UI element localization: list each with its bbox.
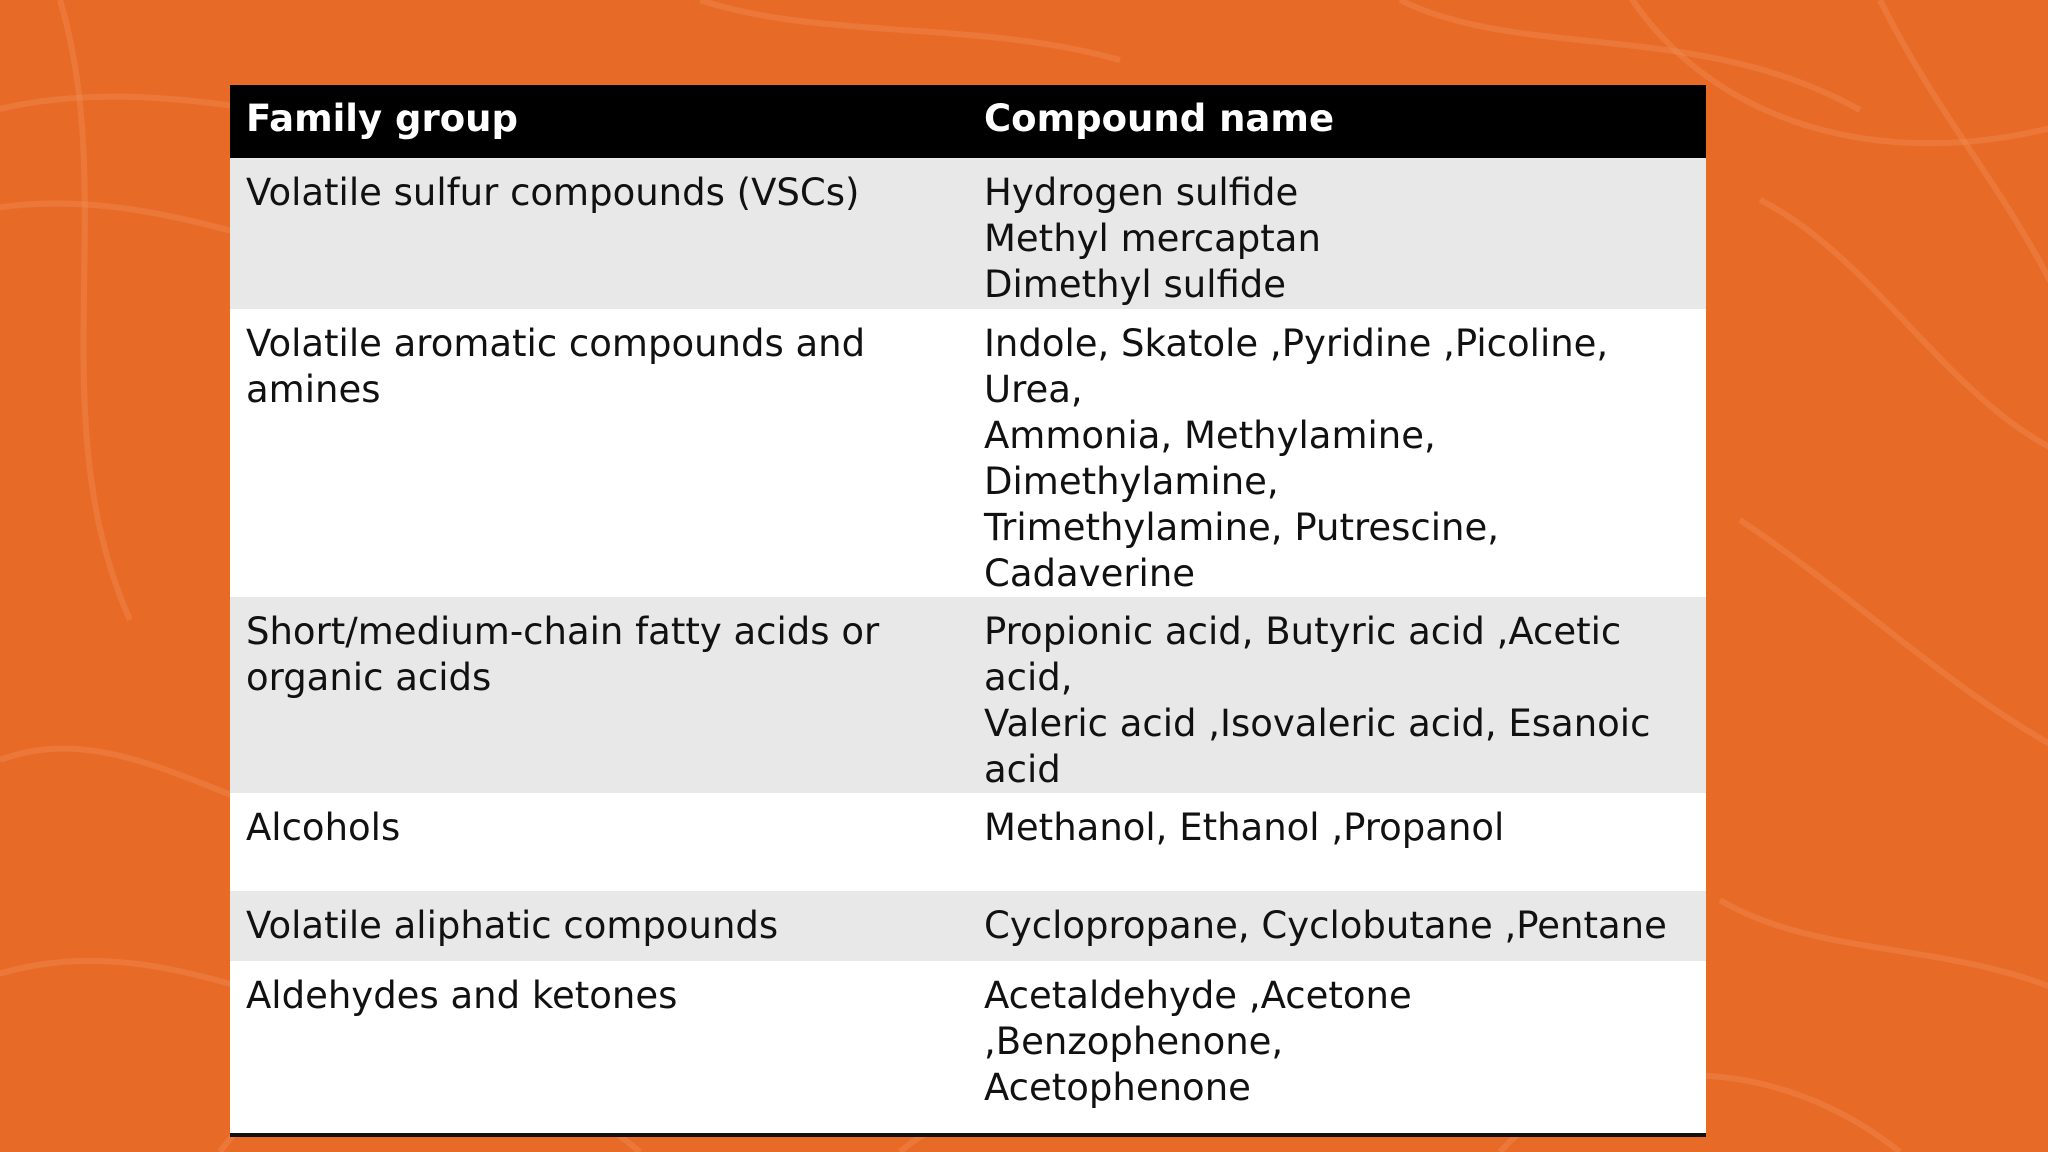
compound-name-cell: Cyclopropane, Cyclobutane ,Pentane <box>968 891 1706 961</box>
family-group-cell: Volatile aromatic compounds and amines <box>230 309 968 597</box>
compound-name-cell: Acetaldehyde ,Acetone ,Benzophenone, Acetophenone <box>968 961 1706 1133</box>
compound-name-cell: Propionic acid, Butyric acid ,Acetic acid, Valeric acid ,Isovaleric acid, Esanoic acid <box>968 597 1706 793</box>
family-group-cell: Volatile aliphatic compounds <box>230 891 968 961</box>
table-header-row <box>230 85 1706 158</box>
table-row <box>230 597 1706 793</box>
table-row <box>230 158 1706 309</box>
compound-name-cell: Methanol, Ethanol ,Propanol <box>968 793 1706 891</box>
family-group-cell: Volatile sulfur compounds (VSCs) <box>230 158 968 309</box>
compound-table <box>230 85 1706 1133</box>
family-group-cell: Short/medium-chain fatty acids or organic acids <box>230 597 968 793</box>
compound-table-container <box>230 85 1706 1137</box>
compound-name-cell: Hydrogen sulfide Methyl mercaptan Dimethyl sulfide <box>968 158 1706 309</box>
header-family-group: Family group <box>230 85 968 158</box>
family-group-cell: Alcohols <box>230 793 968 891</box>
compound-name-cell: Indole, Skatole ,Pyridine ,Picoline, Urea, Ammonia, Methylamine, Dimethylamine, Trimethylamine, Putrescine, Cadaverine <box>968 309 1706 597</box>
family-group-cell: Aldehydes and ketones <box>230 961 968 1133</box>
table-row <box>230 961 1706 1133</box>
header-compound-name: Compound name <box>968 85 1706 158</box>
table-row <box>230 891 1706 961</box>
table-row <box>230 309 1706 597</box>
table-row <box>230 793 1706 891</box>
